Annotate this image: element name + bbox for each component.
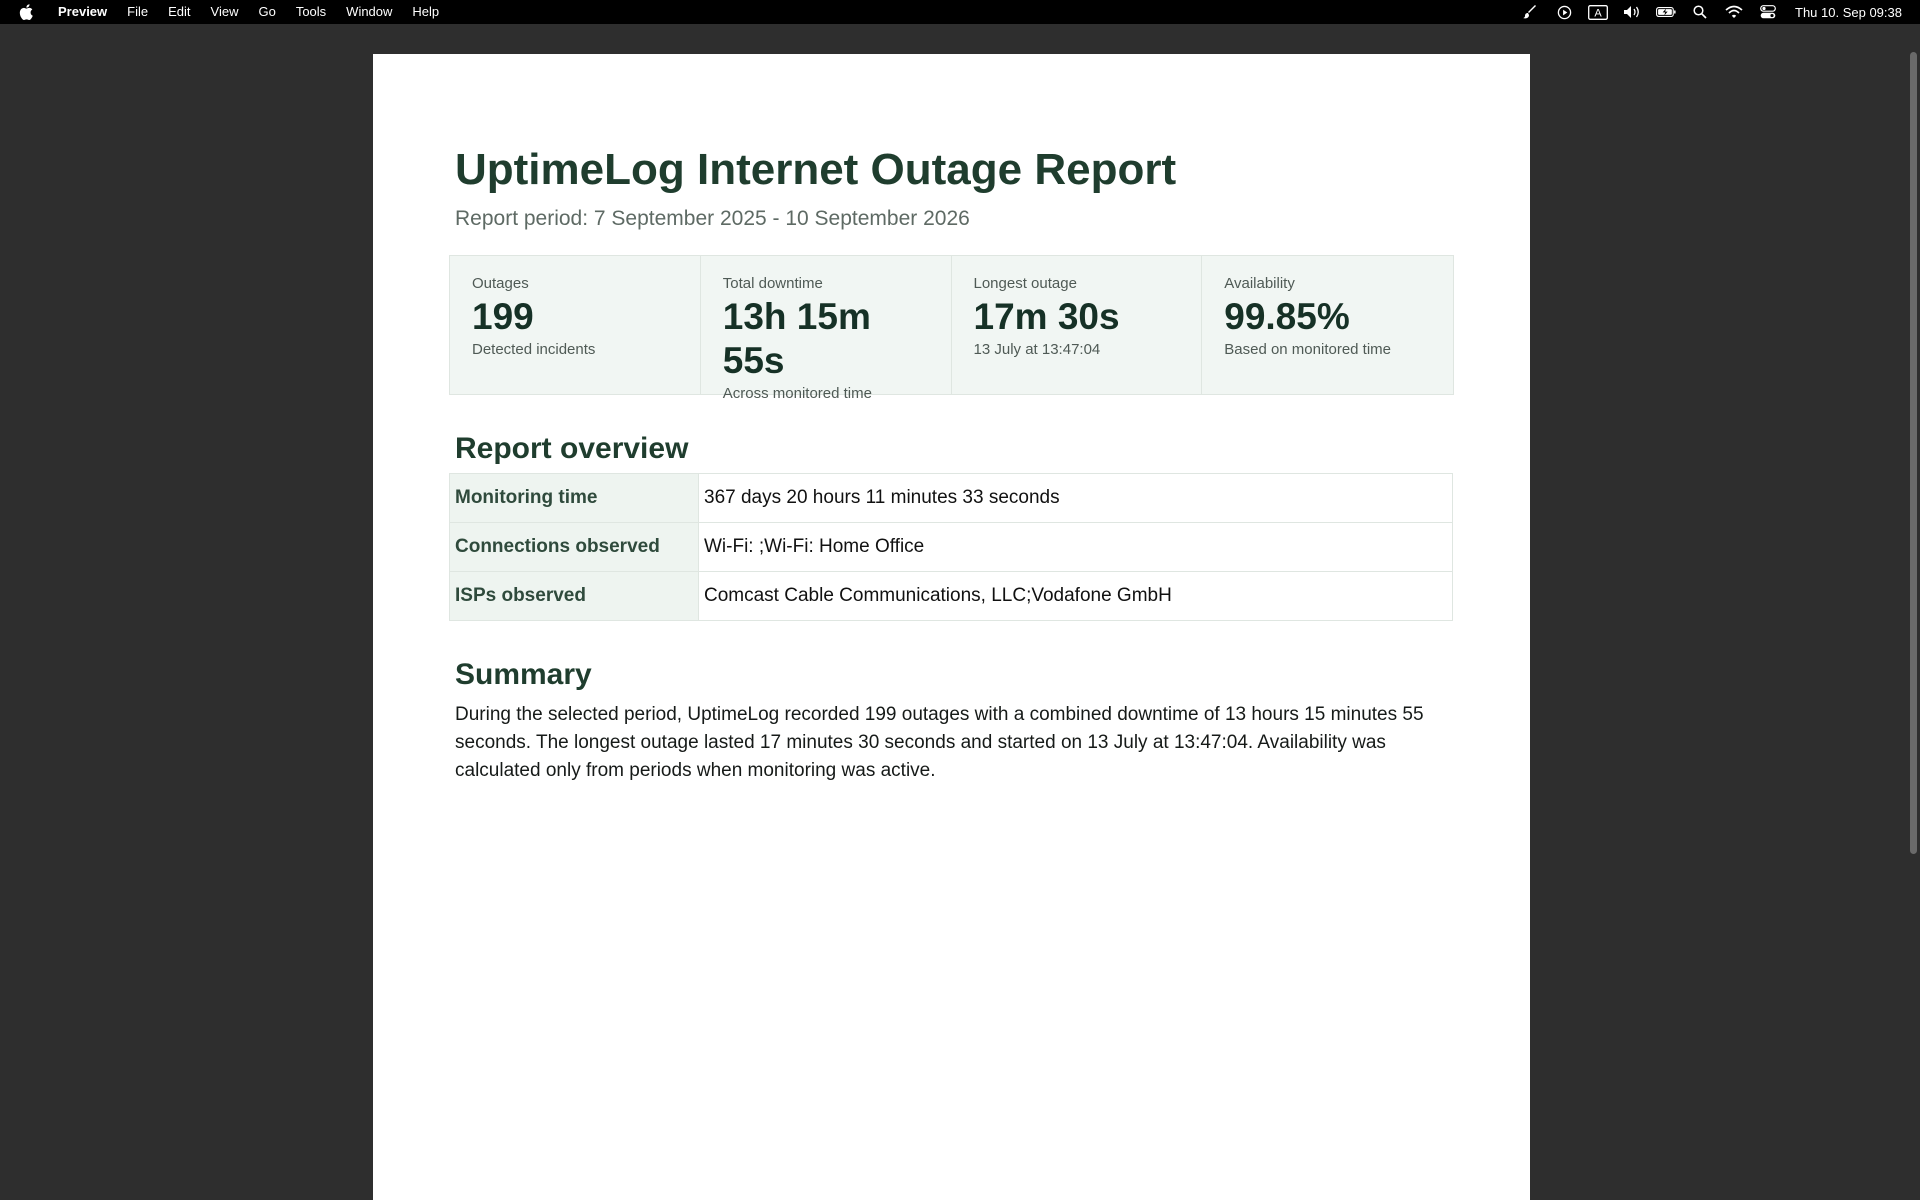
menu-bar	[0, 0, 1920, 24]
report-content	[455, 144, 1458, 785]
stat-subtext: 13 July at 13:47:04	[973, 341, 1101, 358]
table-row	[450, 474, 1453, 523]
table-key: Connections observed	[450, 523, 699, 572]
table-key: ISPs observed	[450, 572, 699, 621]
menu-edit[interactable]: Edit	[168, 4, 191, 19]
report-period: Report period: 7 September 2025 - 10 September 2026	[455, 207, 970, 230]
menu-app-name[interactable]: Preview	[58, 4, 108, 19]
scrollbar[interactable]	[1906, 24, 1920, 1200]
control-center-icon[interactable]	[1758, 4, 1778, 20]
stat-subtext: Detected incidents	[472, 341, 596, 358]
table-row	[450, 572, 1453, 621]
menu-view[interactable]: View	[210, 4, 239, 19]
brush-icon[interactable]	[1520, 4, 1540, 20]
summary-heading: Summary	[455, 658, 592, 691]
apple-menu-icon[interactable]	[18, 4, 34, 20]
stat-label: Total downtime	[722, 275, 823, 292]
input-source-letter: A	[1594, 7, 1602, 19]
menu-tools[interactable]: Tools	[295, 4, 327, 19]
battery-icon[interactable]	[1656, 4, 1676, 20]
menu-window[interactable]: Window	[346, 4, 393, 19]
document-page	[373, 54, 1530, 1200]
table-key: Monitoring time	[450, 474, 699, 523]
stat-outages	[450, 256, 701, 394]
table-row	[450, 523, 1453, 572]
stat-longest-outage	[952, 256, 1203, 394]
stat-subtext: Based on monitored time	[1224, 341, 1392, 358]
menu-help[interactable]: Help	[412, 4, 440, 19]
stat-value: 13h 15m 55s	[722, 296, 871, 381]
table-value: Comcast Cable Communications, LLC;Vodafone GmbH	[699, 572, 1453, 621]
stat-availability	[1202, 256, 1453, 394]
input-source-icon[interactable]	[1588, 4, 1608, 20]
spotlight-search-icon[interactable]	[1690, 4, 1710, 20]
table-value: Wi-Fi: ;Wi-Fi: Home Office	[699, 523, 1453, 572]
stat-value: 99.85%	[1224, 296, 1350, 337]
menu-file[interactable]: File	[127, 4, 149, 19]
stat-label: Longest outage	[973, 275, 1077, 292]
menu-bar-clock[interactable]: Thu 10. Sep 09:38	[1795, 4, 1902, 20]
wifi-icon[interactable]	[1724, 4, 1744, 20]
stat-subtext: Across monitored time	[722, 385, 872, 402]
menu-go[interactable]: Go	[258, 4, 276, 19]
stat-value: 17m 30s	[973, 296, 1120, 337]
volume-icon[interactable]	[1622, 4, 1642, 20]
overview-heading: Report overview	[455, 432, 689, 465]
stat-value: 199	[472, 296, 534, 337]
stat-total-downtime	[701, 256, 952, 402]
menu-bar-left	[0, 0, 449, 24]
table-value: 367 days 20 hours 11 minutes 33 seconds	[699, 474, 1453, 523]
summary-text: During the selected period, UptimeLog recorded 199 outages with a combined downtime of 13 hours 15 minutes 55 seconds. The longest outage lasted 17 minutes 30 seconds and started on 13 July at 13:47:04. Availability was calculated only from periods when monitoring was active.	[455, 704, 1424, 781]
overview-table	[449, 473, 1453, 621]
menu-bar-right	[1513, 0, 1920, 24]
play-circle-icon[interactable]	[1554, 4, 1574, 20]
stats-summary	[449, 255, 1454, 402]
stat-label: Outages	[472, 275, 529, 292]
report-title: UptimeLog Internet Outage Report	[455, 145, 1177, 194]
stat-label: Availability	[1224, 275, 1295, 292]
scrollbar-thumb[interactable]	[1910, 52, 1917, 854]
